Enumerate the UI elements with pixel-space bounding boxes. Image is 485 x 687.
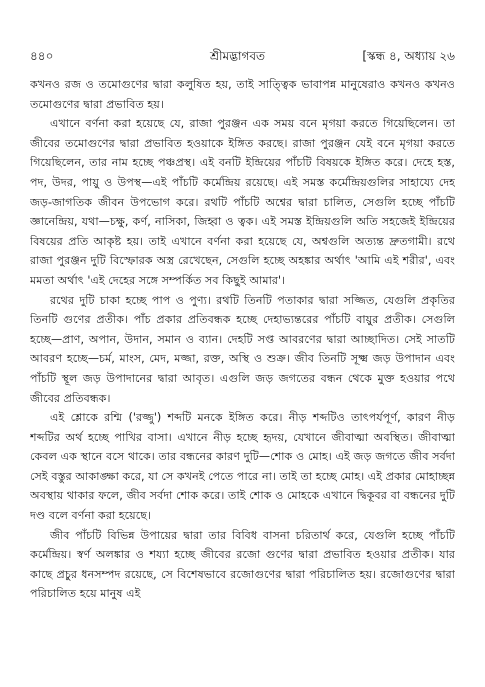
- paragraph: কখনও রজ ও তমোগুণের দ্বারা কলুষিত হয়, তাই সাত্ত্বিক ভাবাপন্ন মানুষেরাও কখনও কখনও তমোগুণের দ্বারা প্রভাবিত হয়।: [30, 78, 455, 111]
- canto-chapter: [স্কন্ধ ৪, অধ্যায় ২৬: [362, 49, 455, 63]
- book-title: শ্রীমদ্ভাগবত: [210, 49, 266, 63]
- paragraph: এখানে বর্ণনা করা হয়েছে যে, রাজা পুরঞ্জন এক সময় বনে মৃগয়া করতে গিয়েছিলেন। তা জীবের তমোগুণের দ্বারা প্রভাবিত হওয়াকে ইঙ্গিত করছে। রাজা পুরঞ্জন যেই বনে মৃগয়া করতে গিয়েছিলেন, তার নাম হচ্ছে পঞ্চপ্রস্থ। এই বনটি ইন্দ্রিয়ের পাঁচটি বিষয়কে ইঙ্গিত করে। দেহে হস্ত, পদ, উদর, পায়ু ও উপস্থ—এই পাঁচটি কর্মেন্দ্রিয় রয়েছে। এই সমস্ত কর্মেন্দ্রিয়গুলির সাহায্যে দেহ জড়-জাগতিক জীবন উপভোগ করে। রথটি পাঁচটি অশ্বের দ্বারা চালিত, সেগুলি হচ্ছে পাঁচটি জ্ঞানেন্দ্রিয়, যথা—চক্ষু, কর্ণ, নাসিকা, জিহ্বা ও ত্বক। এই সমস্ত ইন্দ্রিয়গুলি অতি সহজেই ইন্দ্রিয়ের বিষয়ের প্রতি আকৃষ্ট হয়। তাই এখানে বর্ণনা করা হয়েছে যে, অশ্বগুলি অত্যন্ত দ্রুতগামী। রথে রাজা পুরঞ্জন দুটি বিস্ফোরক অস্ত্র রেখেছেন, সেগুলি হচ্ছে অহঙ্কার অর্থাৎ 'আমি এই শরীর', এবং মমতা অর্থাৎ 'এই দেহের সঙ্গে সম্পর্কিত সব কিছুই আমার'।: [30, 117, 455, 287]
- page-header: [30, 46, 455, 66]
- paragraph: জীব পাঁচটি বিভিন্ন উপায়ের দ্বারা তার বিবিধ বাসনা চরিতার্থ করে, যেগুলি হচ্ছে পাঁচটি কর্মেন্দ্রিয়। স্বর্ণ অলঙ্কার ও শয্যা হচ্ছে জীবের রজো গুণের দ্বারা প্রভাবিত হওয়ার প্রতীক। যার কাছে প্রচুর ধনসম্পদ রয়েছে, সে বিশেষভাবে রজোগুণের দ্বারা পরিচালিত হয়। রজোগুণের দ্বারা পরিচালিত হয়ে মানুষ এই: [30, 528, 455, 601]
- paragraph: রথের দুটি চাকা হচ্ছে পাপ ও পুণ্য। রথটি তিনটি পতাকার দ্বারা সজ্জিত, যেগুলি প্রকৃতির তিনটি গুণের প্রতীক। পাঁচ প্রকার প্রতিবন্ধক হচ্ছে দেহাভ্যন্তরের পাঁচটি বায়ুর প্রতীক। সেগুলি হচ্ছে—প্রাণ, অপান, উদান, সমান ও ব্যান। দেহটি সপ্ত আবরণের দ্বারা আচ্ছাদিত। সেই সাতটি আবরণ হচ্ছে—চর্ম, মাংস, মেদ, মজ্জা, রক্ত, অস্থি ও শুক্র। জীব তিনটি সূক্ষ্ম জড় উপাদান এবং পাঁচটি স্থূল জড় উপাদানের দ্বারা আবৃত। এগুলি জড় জগতের বন্ধন থেকে মুক্ত হওয়ার পথে জীবের প্রতিবন্ধক।: [30, 293, 455, 405]
- page-number: ৪৪০: [30, 49, 54, 63]
- paragraph: এই শ্লোকে রশ্মি ('রজ্জু') শব্দটি মনকে ইঙ্গিত করে। নীড় শব্দটিও তাৎপর্যপূর্ণ, কারণ নীড় শব্দটির অর্থ হচ্ছে পাখির বাসা। এখানে নীড় হচ্ছে হৃদয়, যেখানে জীবাত্মা অবস্থিত। জীবাত্মা কেবল এক স্থানে বসে থাকে। তার বন্ধনের কারণ দুটি—শোক ও মোহ। এই জড় জগতে জীব সর্বদা সেই বস্তুর আকাঙ্ক্ষা করে, যা সে কখনই পেতে পারে না। তাই তা হচ্ছে মোহ। এই প্রকার মোহাচ্ছন্ন অবস্থায় থাকার ফলে, জীব সর্বদা শোক করে। তাই শোক ও মোহকে এখানে দ্বিকূবর বা বন্ধনের দুটি দণ্ড বলে বর্ণনা করা হয়েছে।: [30, 411, 455, 523]
- page-body: [30, 75, 455, 665]
